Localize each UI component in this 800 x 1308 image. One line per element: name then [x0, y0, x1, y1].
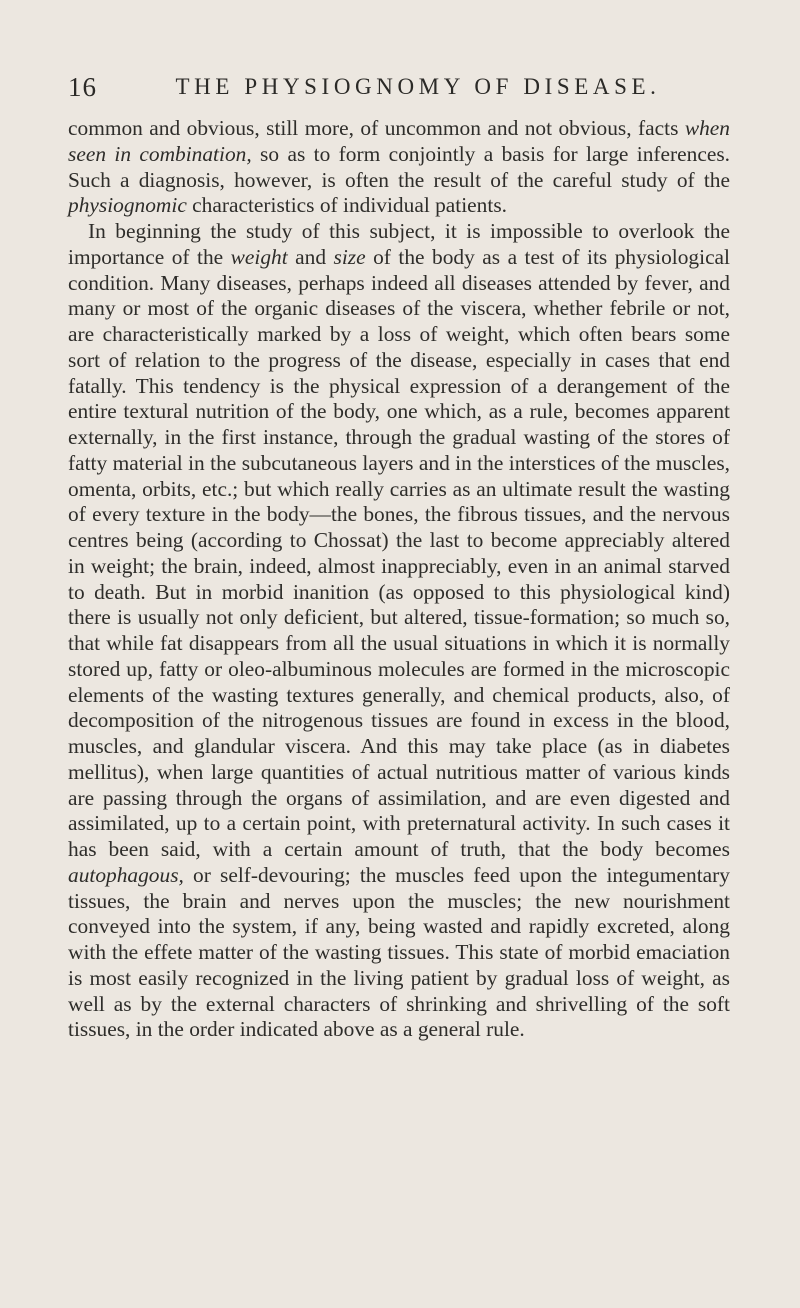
paragraph-2-text-2: and — [287, 244, 334, 269]
paragraph-2-italic-1: weight — [230, 244, 288, 269]
paragraph-2-italic-2: size — [333, 244, 366, 269]
paragraph-1 — [68, 116, 730, 219]
paragraph-1-italic-2: physiognomic — [68, 193, 187, 218]
body-text — [68, 116, 730, 1043]
running-head: THE PHYSIOGNOMY OF DISEASE. — [175, 74, 661, 99]
paragraph-1-text-3: characteristics of individual patients. — [186, 193, 507, 218]
paragraph-1-text-2: so as to form conjointly a basis for large inferences. Such a diagnosis, however, is often the result of the careful study of the — [68, 141, 730, 192]
paragraph-2-text-3: of the body as a test of its physiological condition. Many diseases, perhaps indeed all diseases attended by fever, and many or most of the organic diseases of the viscera, whether febrile or not, are characteristically marked by a loss of weight, which often bears some sort of relation to the progress of the disease, especially in cases that end fatally. This tendency is the physical expression of a derangement of the entire textural nutrition of the body, one which, as a rule, becomes apparent externally, in the first instance, through the gradual wasting of the stores of fatty material in the subcutaneous layers and in the interstices of the muscles, omenta, orbits, etc.; but which really carries as an ultimate result the wasting of every texture in the body—the bones, the fibrous tissues, and the nervous centres being (according to Chossat) the last to become appreciably altered in weight; the brain, indeed, almost inappreciably, even in an animal starved to death. But in morbid inanition (as opposed to this physiological kind) there is usually not only deficient, but altered, tissue-formation; so much so, that while fat disappears from all the usual situations in which it is normally stored up, fatty or oleo-albuminous molecules are formed in the microscopic elements of the wasting textures generally, and chemical products, also, of decomposition of the nitrogenous tissues are found in excess in the blood, muscles, and glandular viscera. And this may take place (as in diabetes mellitus), when large quantities of actual nutritious matter of various kinds are passing through the organs of assimilation, and are even digested and assimilated, up to a certain point, with preternatural activity. In such cases it has been said, with a certain amount of truth, that the body becomes — [68, 244, 730, 861]
paragraph-2-italic-3: autophagous, — [68, 862, 184, 887]
paragraph-2-text-4: or self-devouring; the muscles feed upon the integumentary tissues, the brain and nerves upon the muscles; the new nourishment conveyed into the system, if any, being wasted and rapidly excreted, along with the effete matter of the wasting tissues. This state of morbid emaciation is most easily recognized in the living patient by gradual loss of weight, as well as by the external characters of shrinking and shrivelling of the soft tissues, in the order indicated above as a general rule. — [68, 862, 730, 1042]
paragraph-2-text-1: In beginning the study of this subject, it is impossible to overlook the importance of the — [68, 219, 730, 269]
paragraph-2 — [68, 219, 730, 1043]
page-number: 16 — [68, 72, 97, 102]
paragraph-1-italic-1: when seen in combination, — [68, 116, 730, 166]
paragraph-1-text-1: common and obvious, still more, of uncommon and not obvious, facts — [68, 116, 685, 140]
page-header — [68, 72, 728, 108]
